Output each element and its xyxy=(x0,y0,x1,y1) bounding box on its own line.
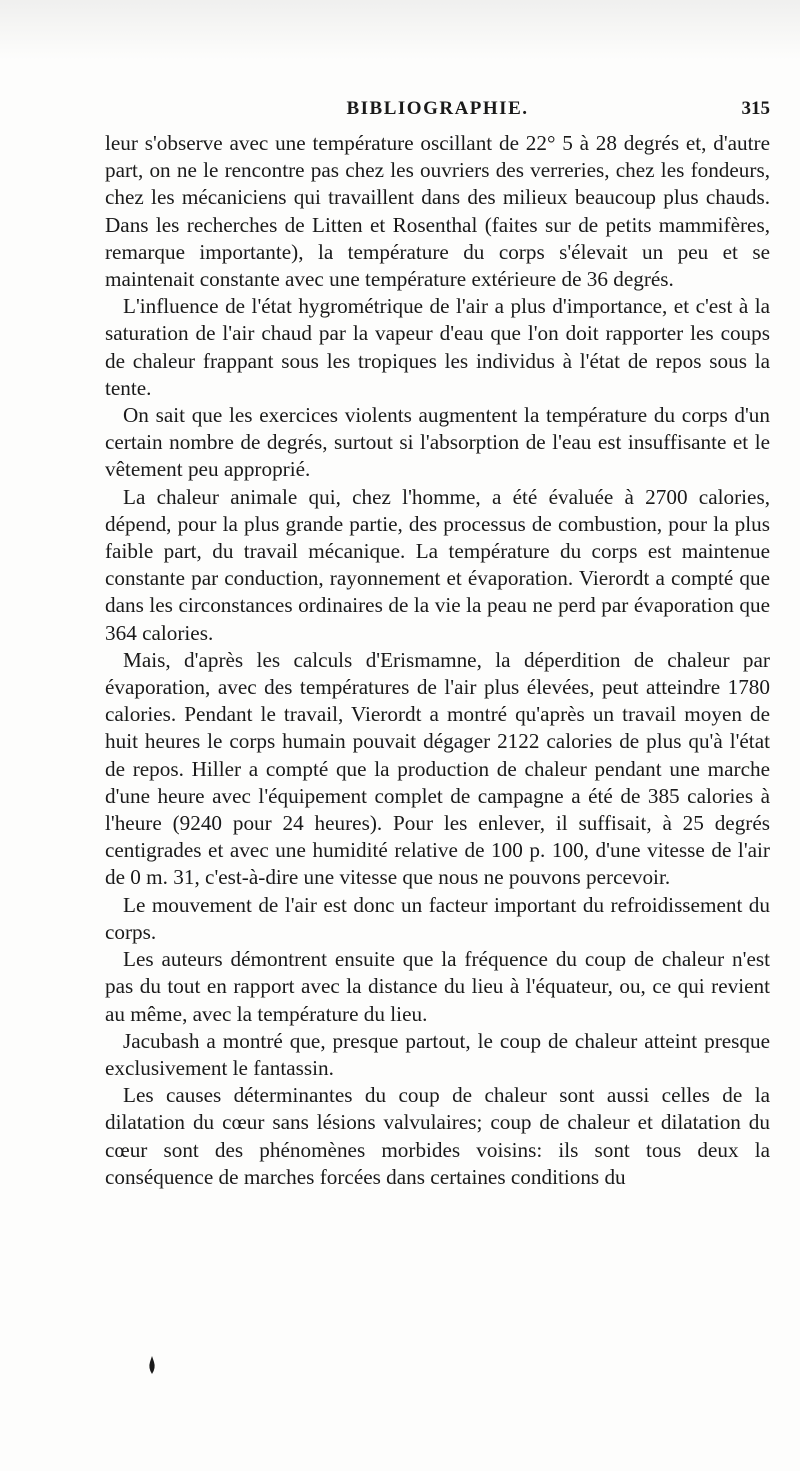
paragraph-3: On sait que les exercices violents augmentent la température du corps d'un certain nombre de degrés, surtout si l'absorption de l'eau est insuffisante et le vêtement peu approprié. xyxy=(105,403,770,482)
page-number: 315 xyxy=(741,98,770,119)
paragraph-6: Le mouvement de l'air est donc un facteur important du refroidissement du corps. xyxy=(105,892,770,944)
running-header xyxy=(105,98,770,124)
page-scan-shadow xyxy=(0,0,800,60)
body-text xyxy=(105,130,770,1191)
paragraph-9: Les causes déterminantes du coup de chaleur sont aussi celles de la dilatation du cœur sans lésions valvulaires; coup de chaleur et dilatation du cœur sont des phénomènes morbides voisins: ils sont tous deux la conséquence de marches forcées dans certaines conditions du xyxy=(105,1083,770,1189)
paragraph-1: leur s'observe avec une température oscillant de 22° 5 à 28 degrés et, d'autre part, on ne le rencontre pas chez les ouvriers des verreries, chez les fondeurs, chez les mécaniciens qui travaillent dans des milieux beaucoup plus chauds. Dans les recherches de Litten et Rosenthal (faites sur de petits mammifères, remarque importante), la température du corps s'élevait un peu et se maintenait constante avec une température extérieure de 36 degrés. xyxy=(105,131,770,292)
paragraph-5: Mais, d'après les calculs d'Erismamne, la déperdition de chaleur par évaporation, avec des températures de l'air plus élevées, peut atteindre 1780 calories. Pendant le travail, Vierordt a montré qu'après un travail moyen de huit heures le corps humain pouvait dégager 2122 calories de plus qu'à l'état de repos. Hiller a compté que la production de chaleur pendant une marche d'une heure avec l'équipement complet de campagne a été de 385 calories à l'heure (9240 pour 24 heures). Pour les enlever, il suffisait, à 25 degrés centigrades et avec une humidité relative de 100 p. 100, d'une vitesse de l'air de 0 m. 31, c'est-à-dire une vitesse que nous ne pouvons percevoir. xyxy=(105,647,770,890)
running-title: BIBLIOGRAPHIE. xyxy=(346,98,529,119)
paragraph-8: Jacubash a montré que, presque partout, le coup de chaleur atteint presque exclusivement le fantassin. xyxy=(105,1028,770,1080)
paragraph-7: Les auteurs démontrent ensuite que la fréquence du coup de chaleur n'est pas du tout en rapport avec la distance du lieu à l'équateur, ou, ce qui revient au même, avec la température du lieu. xyxy=(105,947,770,1026)
paragraph-2: L'influence de l'état hygrométrique de l'air a plus d'importance, et c'est à la saturation de l'air chaud par la vapeur d'eau que l'on doit rapporter les coups de chaleur frappant sous les tropiques les individus à l'état de repos sous la tente. xyxy=(105,294,770,400)
paragraph-4: La chaleur animale qui, chez l'homme, a été évaluée à 2700 calories, dépend, pour la plus grande partie, des processus de combustion, pour la plus faible part, du travail mécanique. La température du corps est maintenue constante par conduction, rayonnement et évaporation. Vierordt a compté que dans les circonstances ordinaires de la vie la peau ne perd par évaporation que 364 calories. xyxy=(105,484,770,645)
ink-blot-mark xyxy=(147,1356,157,1374)
